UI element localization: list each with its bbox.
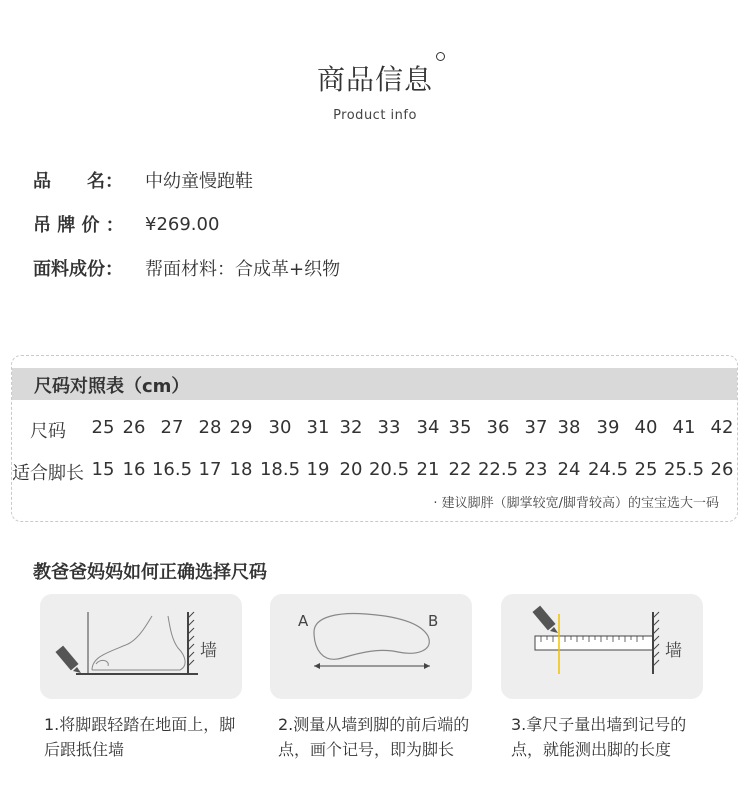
info-value: 中幼童慢跑鞋 <box>145 171 253 192</box>
size-cell: 40 <box>634 417 658 438</box>
info-label: 吊 牌 价 ： <box>33 215 124 236</box>
guide-card-1 <box>40 594 242 699</box>
size-row-label: 尺码 <box>30 421 66 442</box>
guide-step-3: 3.拿尺子量出墙到记号的点，就能测出脚的长度 <box>511 715 687 759</box>
point-a-label: A <box>298 612 309 630</box>
product-info-header <box>0 58 750 123</box>
guide-card-2 <box>270 594 472 699</box>
circle-mark-icon <box>436 52 445 61</box>
info-value: 帮面材料：合成革+织物 <box>145 259 341 280</box>
size-chart-header <box>12 368 737 400</box>
foot-length-cell: 16.5 <box>151 459 193 480</box>
foot-length-cell: 23 <box>524 459 548 480</box>
info-row-name <box>33 158 340 202</box>
foot-length-cell: 19 <box>306 459 330 480</box>
size-chart <box>11 355 738 522</box>
foot-length-cell: 17 <box>198 459 222 480</box>
size-cell: 30 <box>268 417 292 438</box>
size-note: · 建议脚胖（脚掌较宽/脚背较高）的宝宝选大一码 <box>433 496 719 511</box>
foot-length-cell: 24 <box>557 459 581 480</box>
info-row-price <box>33 202 340 246</box>
product-info-list <box>33 158 340 290</box>
size-cell: 29 <box>229 417 253 438</box>
info-label: 面料成份： <box>33 259 123 280</box>
size-cell: 35 <box>448 417 472 438</box>
foot-length-cell: 18 <box>229 459 253 480</box>
size-cell: 33 <box>377 417 401 438</box>
foot-length-cell: 20.5 <box>368 459 410 480</box>
size-cell: 25 <box>91 417 115 438</box>
size-cell: 27 <box>160 417 184 438</box>
foot-length-label: 适合脚长 <box>12 463 84 484</box>
foot-length-cell: 20 <box>339 459 363 480</box>
guide-step-2: 2.测量从墙到脚的前后端的点，画个记号，即为脚长 <box>278 715 470 759</box>
page-title: 商品信息 <box>317 58 433 98</box>
size-cell: 38 <box>557 417 581 438</box>
size-cell: 41 <box>672 417 696 438</box>
foot-length-cell: 22 <box>448 459 472 480</box>
foot-length-cell: 16 <box>122 459 146 480</box>
foot-outline-measure-illustration <box>270 594 472 699</box>
size-cell: 28 <box>198 417 222 438</box>
info-label: 品 名： <box>33 171 123 192</box>
foot-length-cell: 15 <box>91 459 115 480</box>
guide-step-1: 1.将脚跟轻踏在地面上，脚后跟抵住墙 <box>44 715 236 759</box>
size-cell: 42 <box>710 417 734 438</box>
point-b-label: B <box>428 612 439 630</box>
size-cell: 31 <box>306 417 330 438</box>
size-cell: 39 <box>596 417 620 438</box>
info-row-material <box>33 246 340 290</box>
size-chart-title: 尺码对照表（cm） <box>34 376 190 397</box>
size-cell: 26 <box>122 417 146 438</box>
foot-length-cell: 24.5 <box>587 459 629 480</box>
guide-title: 教爸爸妈妈如何正确选择尺码 <box>33 562 267 583</box>
foot-length-cell: 21 <box>416 459 440 480</box>
foot-length-cell: 26 <box>710 459 734 480</box>
size-cell: 34 <box>416 417 440 438</box>
wall-label: 墙 <box>200 641 217 661</box>
guide-card-3 <box>501 594 703 699</box>
page-subtitle: Product info <box>333 108 417 123</box>
size-cell: 32 <box>339 417 363 438</box>
wall-label: 墙 <box>665 641 682 661</box>
foot-length-cell: 22.5 <box>477 459 519 480</box>
size-cell: 37 <box>524 417 548 438</box>
size-cell: 36 <box>486 417 510 438</box>
info-value: ¥269.00 <box>145 213 220 235</box>
foot-length-cell: 25 <box>634 459 658 480</box>
foot-length-cell: 25.5 <box>663 459 705 480</box>
foot-length-cell: 18.5 <box>259 459 301 480</box>
